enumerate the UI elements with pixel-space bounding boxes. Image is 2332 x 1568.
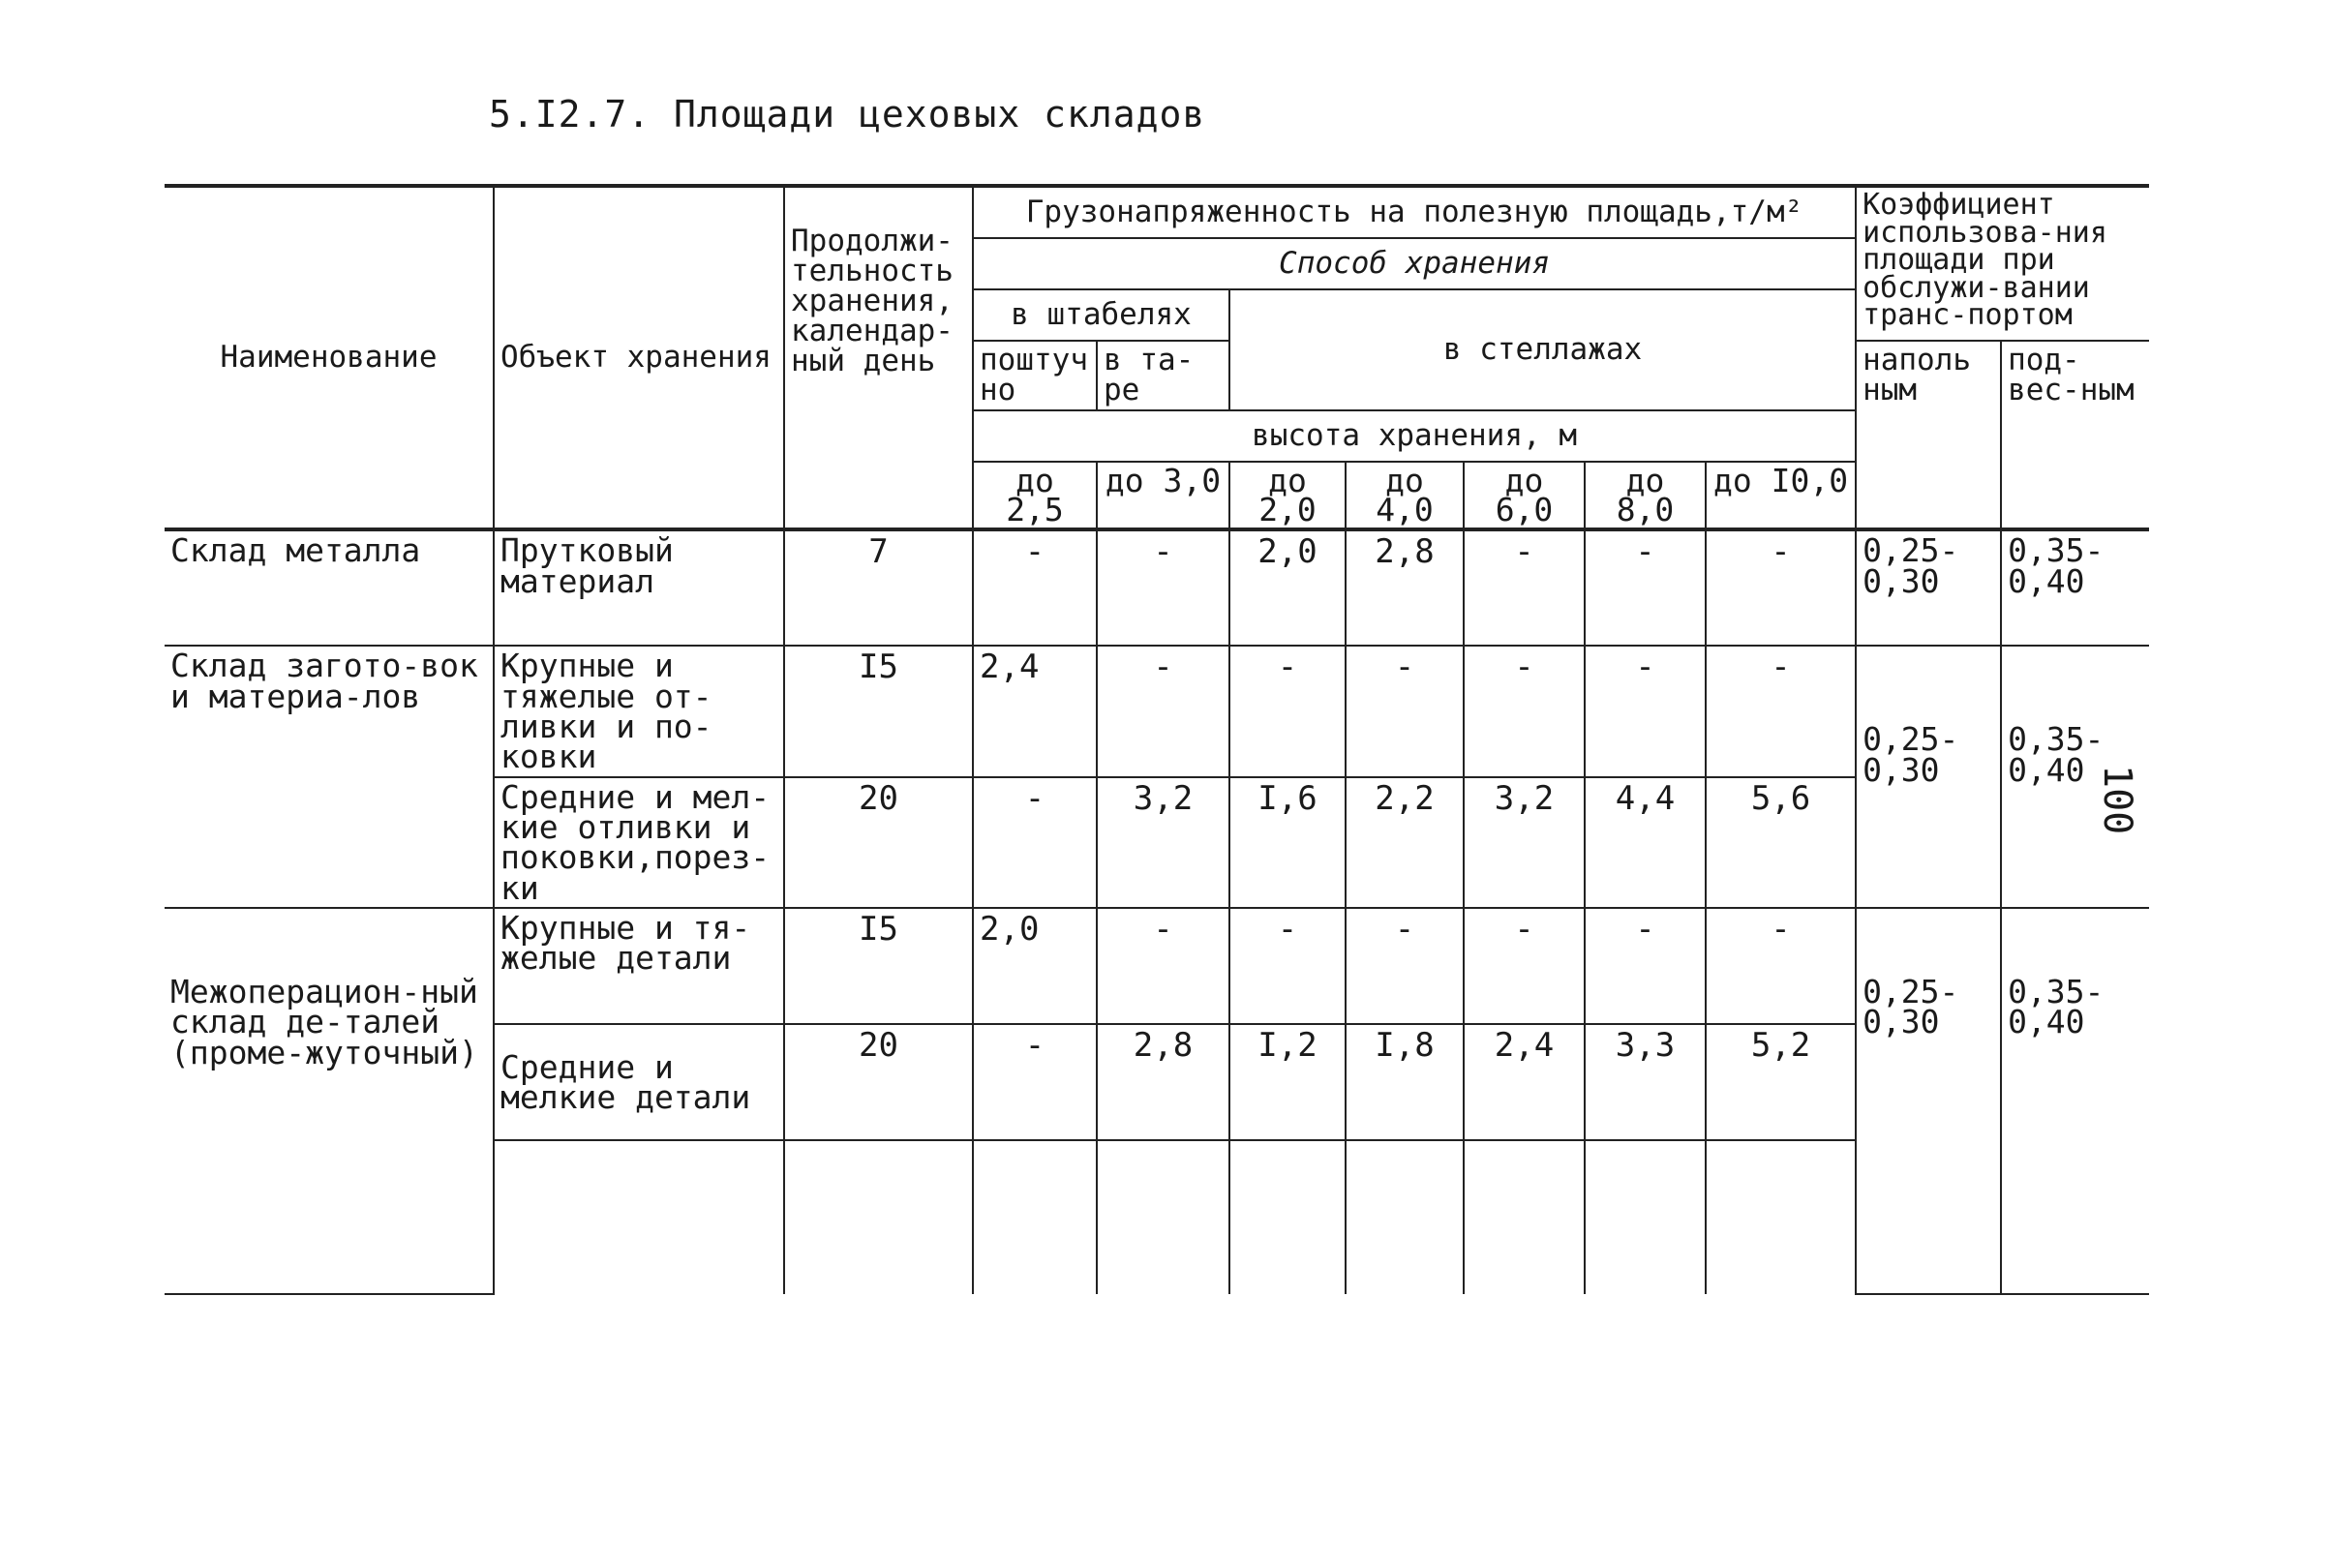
row-value: - — [1097, 529, 1229, 646]
height-col-1: до 2,5 — [973, 462, 1097, 529]
row-value: - — [1464, 646, 1585, 776]
row-duration: 20 — [784, 777, 973, 908]
row-value: 2,4 — [1464, 1024, 1585, 1140]
row-value: 2,2 — [1346, 777, 1464, 908]
row-value: I,2 — [1229, 1024, 1346, 1140]
header-height: высота хранения, м — [973, 410, 1856, 462]
row-coef-floor: 0,25-0,30 — [1856, 646, 2001, 908]
row-value: 4,4 — [1585, 777, 1706, 908]
row-value: - — [1346, 646, 1464, 776]
row-value: 3,3 — [1585, 1024, 1706, 1140]
row-value: - — [1585, 529, 1706, 646]
row-value: - — [973, 529, 1097, 646]
height-col-3: до 2,0 — [1229, 462, 1346, 529]
height-col-2: до 3,0 — [1097, 462, 1229, 529]
row-duration: I5 — [784, 646, 973, 776]
row-coef-overhead: 0,35-0,40 — [2001, 529, 2149, 646]
row-value: I,8 — [1346, 1024, 1464, 1140]
header-piece: поштуч но — [973, 341, 1097, 410]
section-title: 5.I2.7. Площади цеховых складов — [489, 93, 1206, 136]
row-value: - — [1229, 908, 1346, 1024]
header-stacks: в штабелях — [973, 289, 1229, 341]
table-row — [165, 908, 2149, 1024]
row-coef-overhead: 0,35-0,40 — [2001, 908, 2149, 1294]
row-object: Прутковый материал — [494, 529, 784, 646]
row-value: 5,6 — [1706, 777, 1856, 908]
row-coef-overhead: 0,35-0,40 — [2001, 646, 2149, 908]
row-name: Склад загото-вок и материа-лов — [165, 646, 494, 908]
row-name: Склад металла — [165, 529, 494, 646]
row-value: - — [1464, 529, 1585, 646]
row-value: 3,2 — [1464, 777, 1585, 908]
row-value: 2,8 — [1097, 1024, 1229, 1140]
storage-area-table — [165, 184, 2149, 1295]
height-col-5: до 6,0 — [1464, 462, 1585, 529]
row-duration: 7 — [784, 529, 973, 646]
row-value: - — [1585, 908, 1706, 1024]
row-object: Средние и мелкие детали — [494, 1024, 784, 1140]
row-object: Средние и мел-кие отливки и поковки,порез-ки — [494, 777, 784, 908]
row-object: Крупные и тяжелые от-ливки и по-ковки — [494, 646, 784, 776]
table-row — [165, 646, 2149, 776]
page-number: 100 — [2095, 765, 2139, 835]
height-col-6: до 8,0 — [1585, 462, 1706, 529]
row-value: - — [1706, 529, 1856, 646]
height-col-4: до 4,0 — [1346, 462, 1464, 529]
row-value: 5,2 — [1706, 1024, 1856, 1140]
row-value: 2,0 — [1229, 529, 1346, 646]
header-duration: Продолжи-тельность хранения, календар-ный день — [784, 186, 973, 529]
height-col-7: до I0,0 — [1706, 462, 1856, 529]
row-value: - — [973, 1024, 1097, 1140]
table-row — [165, 529, 2149, 646]
row-value: - — [1229, 646, 1346, 776]
row-value: - — [1585, 646, 1706, 776]
row-coef-floor: 0,25-0,30 — [1856, 908, 2001, 1294]
row-duration: I5 — [784, 908, 973, 1024]
row-value: - — [1706, 646, 1856, 776]
row-value: 2,4 — [973, 646, 1097, 776]
header-coef: Коэффициент использова-ния площади при обслужи-вании транс-портом — [1856, 186, 2149, 341]
row-coef-floor: 0,25-0,30 — [1856, 529, 2001, 646]
row-value: - — [1097, 908, 1229, 1024]
row-value: 3,2 — [1097, 777, 1229, 908]
header-container: в та-ре — [1097, 341, 1229, 410]
row-value: 2,8 — [1346, 529, 1464, 646]
header-racks: в стеллажах — [1229, 289, 1856, 410]
header-load: Грузонапряженность на полезную площадь,т/м² — [973, 186, 1856, 238]
row-duration: 20 — [784, 1024, 973, 1140]
header-overhead: под-вес-ным — [2001, 341, 2149, 529]
row-value: - — [1346, 908, 1464, 1024]
header-method: Способ хранения — [973, 238, 1856, 289]
row-value: - — [1464, 908, 1585, 1024]
header-object: Объект хранения — [494, 186, 784, 529]
row-value: - — [1097, 646, 1229, 776]
row-value: I,6 — [1229, 777, 1346, 908]
row-value: - — [973, 777, 1097, 908]
row-value: 2,0 — [973, 908, 1097, 1024]
row-value: - — [1706, 908, 1856, 1024]
header-name: Наименование — [165, 186, 494, 529]
header-floor: наполь ным — [1856, 341, 2001, 529]
row-object: Крупные и тя-желые детали — [494, 908, 784, 1024]
row-name: Межоперацион-ный склад де-талей (проме-жуточный) — [165, 908, 494, 1294]
